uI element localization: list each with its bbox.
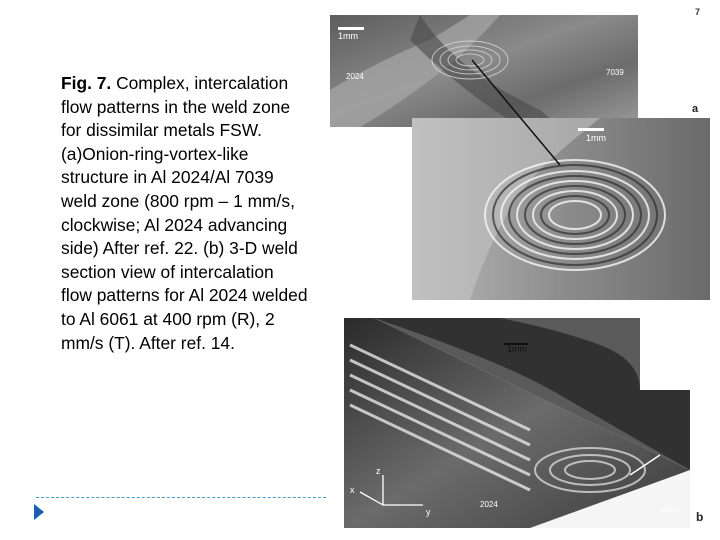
- slide-divider: [36, 497, 326, 498]
- panel-a-inset-micrograph: [412, 118, 710, 300]
- panel-a-alloy-left-label: 2024: [346, 72, 364, 81]
- slide-bullet-icon: [34, 504, 44, 520]
- panel-b-letter: b: [696, 510, 704, 524]
- panel-a-letter: a: [692, 103, 699, 115]
- panel-b-micrograph: [344, 318, 690, 528]
- panel-b-alloy-right-label: 6061: [662, 505, 680, 514]
- figure-label: Fig. 7.: [61, 73, 112, 93]
- panel-a-micrograph: [330, 15, 638, 127]
- panel-a-alloy-right-label: 7039: [606, 68, 624, 77]
- axis-y-label: y: [426, 507, 431, 517]
- axis-x-label: x: [350, 485, 355, 495]
- panel-b-scale-label: 1mm: [507, 344, 527, 354]
- panel-a-scale-label: 1mm: [338, 31, 358, 41]
- caption-text: Complex, intercalation flow patterns in the weld zone for dissimilar metals FSW. (a)Onion-ring-vortex-like structure in Al 2024/Al 7039 weld zone (800 rpm – 1 mm/s, clockwise; Al 2024 advancing side) After ref. 22. (b) 3-D weld section view of intercalation flow patterns for Al 2024 welded to Al 6061 at 400 rpm (R), 2 mm/s (T). After ref. 14.: [61, 73, 308, 353]
- panel-number: 7: [695, 7, 701, 17]
- panel-a-inset-scale-label: 1mm: [586, 133, 606, 143]
- axis-z-label: z: [376, 466, 381, 476]
- panel-b-alloy-left-label: 2024: [480, 500, 498, 509]
